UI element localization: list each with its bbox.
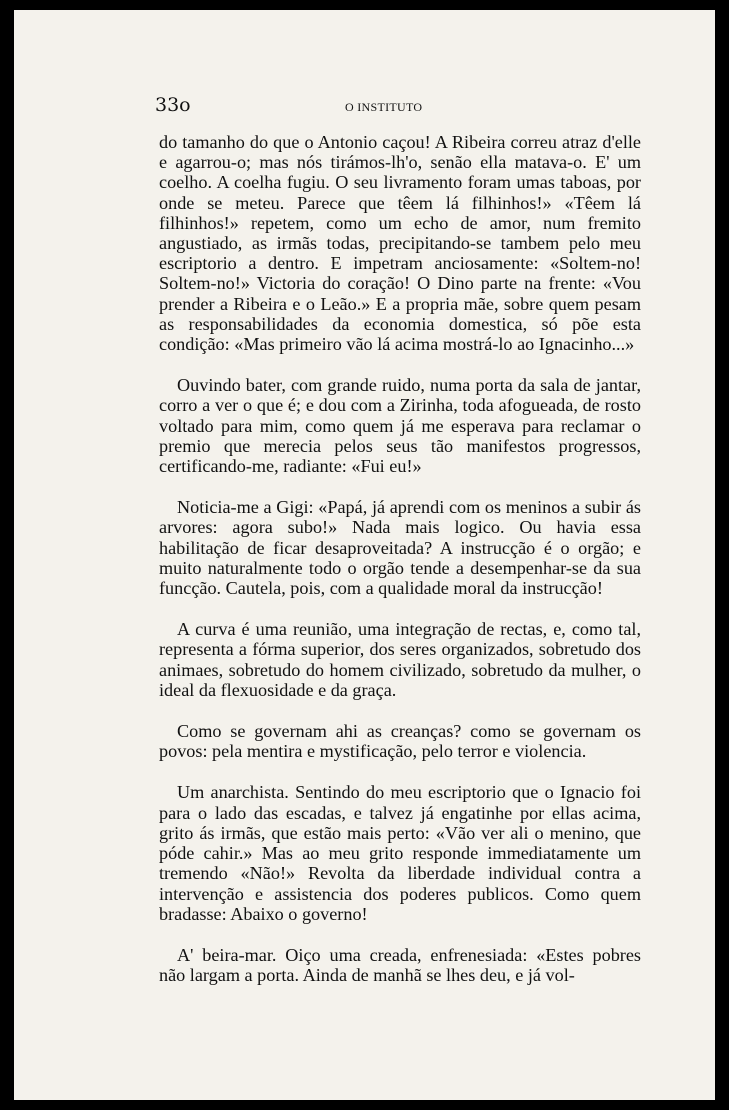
running-title: O INSTITUTO [345,100,423,114]
book-page [14,10,715,1100]
paragraph: A curva é uma reunião, uma integração de rectas, e, como tal, representa a fórma superior, dos seres organizados, sobretudo dos animaes, sobretudo do homem civilizado, sobretudo da mulher, o ideal da flexuosidade e da graça. [159,619,641,700]
paragraph: Um anarchista. Sentindo do meu escriptorio que o Ignacio foi para o lado das escadas, e talvez já engatinhe por ellas acima, grito ás irmãs, que estão mais perto: «Vão ver ali o menino, que póde cahir.» Mas ao meu grito responde immediatamente um tremendo «Não!» Revolta da liberdade individual contra a intervenção e assistencia dos poderes publicos. Como quem bradasse: Abaixo o governo! [159,782,641,924]
paragraph-continuation: do tamanho do que o Antonio caçou! A Ribeira correu atraz d'elle e agarrou-o; mas nós tirámos-lh'o, senão ella matava-o. E' um coelho. A coelha fugiu. O seu livramento foram umas taboas, por onde se meteu. Parece que têem lá filhinhos!» «Têem lá filhinhos!» repetem, como um echo de amor, num fremito angustiado, as irmãs todas, precipitando-se tambem pelo meu escriptorio a dentro. E impetram anciosamente: «Soltem-no! Soltem-no!» Victoria do coração! O Dino parte na frente: «Vou prender a Ribeira e o Leão.» E a propria mãe, sobre quem pesam as responsabilidades da economia domestica, só põe esta condição: «Mas primeiro vão lá acima mostrá-lo ao Ignacinho...» [159,132,641,355]
page-header [155,94,635,118]
page-number: 33o [155,94,191,116]
paragraph: Como se governam ahi as creanças? como se governam os povos: pela mentira e mystificação, pelo terror e violencia. [159,721,641,762]
paragraph: Ouvindo bater, com grande ruido, numa porta da sala de jantar, corro a ver o que é; e dou com a Zirinha, toda afogueada, de rosto voltado para mim, como quem já me esperava para reclamar o premio que merecia pelos seus tão manifestos progressos, certificando-me, radiante: «Fui eu!» [159,375,641,477]
body-text [159,132,641,985]
paragraph: A' beira-mar. Oiço uma creada, enfrenesiada: «Estes pobres não largam a porta. Ainda de manhã se lhes deu, e já vol- [159,944,641,986]
paragraph: Noticia-me a Gigi: «Papá, já aprendi com os meninos a subir ás arvores: agora subo!» Nada mais logico. Ou havia essa habilitação de ficar desaproveitada? A instrucção é o orgão; e muito naturalmente todo o orgão tende a desempenhar-se da sua funcção. Cautela, pois, com a qualidade moral da instrucção! [159,497,641,599]
